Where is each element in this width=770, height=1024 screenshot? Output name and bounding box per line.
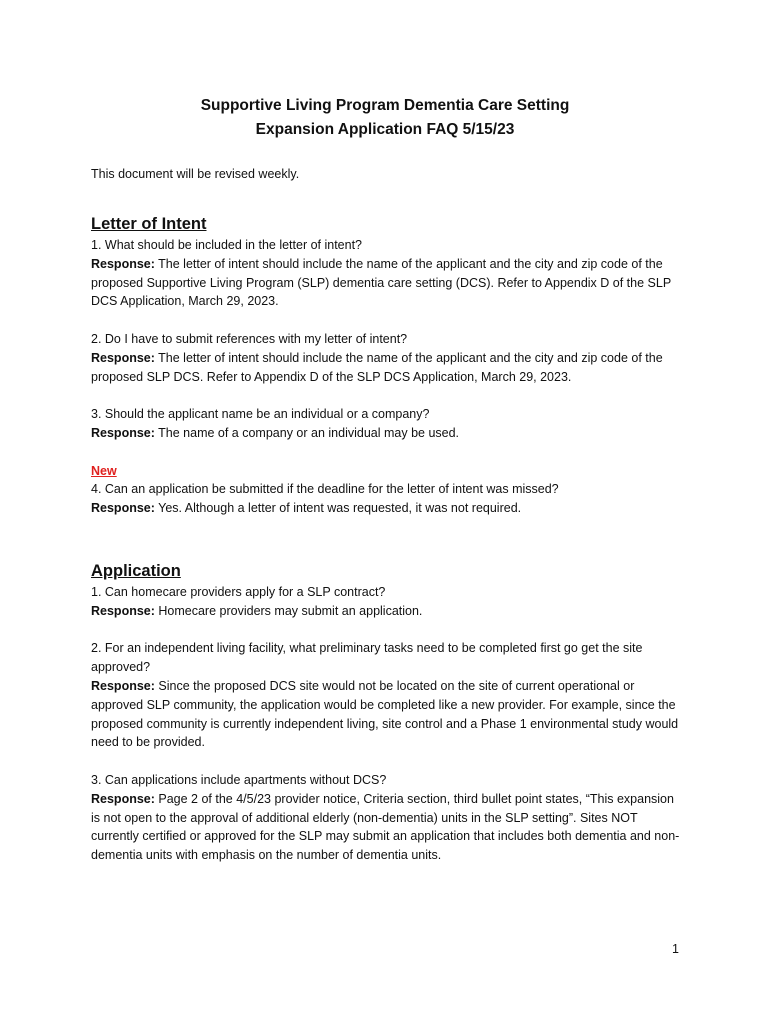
- faq-item: [91, 771, 686, 865]
- faq-question: 3. Should the applicant name be an individual or a company?: [91, 407, 430, 422]
- response-text: Since the proposed DCS site would not be located on the site of current operational or approved SLP community, the application would be completed like a new provider. For example, since the proposed community is currently independent living, site control and a Phase 1 environmental study would need to be provided.: [91, 678, 679, 750]
- faq-question: 2. Do I have to submit references with my letter of intent?: [91, 331, 408, 346]
- faq-response: [91, 499, 686, 518]
- response-text: The letter of intent should include the name of the applicant and the city and zip code of the proposed Supportive Living Program (SLP) dementia care setting (DCS). Refer to Appendix D of the SLP DCS Application, March 29, 2023.: [91, 256, 671, 309]
- document-title-line-2: Expansion Application FAQ 5/15/23: [255, 121, 515, 138]
- response-text: The name of a company or an individual may be used.: [158, 425, 460, 440]
- faq-response: [91, 349, 686, 387]
- response-text: Homecare providers may submit an application.: [158, 603, 423, 618]
- document-title-line-1: Supportive Living Program Dementia Care Setting: [200, 97, 570, 114]
- response-text: Page 2 of the 4/5/23 provider notice, Criteria section, third bullet point states, “This expansion is not open to the approval of additional elderly (non-dementia) units in the SLP setting”. Sites NOT currently certified or approved for the SLP may submit an application that includes both dementia and non-dementia units with emphasis on the number of dementia units.: [91, 791, 680, 863]
- faq-item: [91, 462, 686, 518]
- page-number: 1: [672, 942, 679, 956]
- response-label: Response:: [91, 603, 155, 618]
- section-application: [91, 560, 686, 884]
- faq-question: 4. Can an application be submitted if the deadline for the letter of intent was missed?: [91, 482, 559, 497]
- faq-item: [91, 639, 686, 752]
- faq-response: [91, 790, 686, 865]
- section-letter-of-intent: [91, 213, 686, 537]
- faq-question: 3. Can applications include apartments without DCS?: [91, 772, 387, 787]
- response-label: Response:: [91, 501, 155, 516]
- faq-response: [91, 424, 686, 443]
- response-label: Response:: [91, 425, 155, 440]
- faq-item: [91, 236, 686, 311]
- faq-question: 1. What should be included in the letter of intent?: [91, 238, 363, 252]
- faq-question: 2. For an independent living facility, what preliminary tasks need to be completed first go get the site approved?: [91, 641, 643, 675]
- faq-response: [91, 677, 686, 752]
- response-text: Yes. Although a letter of intent was requested, it was not required.: [158, 501, 522, 516]
- faq-item: [91, 330, 686, 386]
- faq-response: [91, 602, 686, 621]
- section-heading: Application: [91, 562, 181, 580]
- section-heading: Letter of Intent: [91, 215, 207, 233]
- faq-item: [91, 405, 686, 443]
- response-label: Response:: [91, 256, 155, 271]
- faq-item: [91, 583, 686, 621]
- response-label: Response:: [91, 791, 155, 806]
- faq-response: [91, 255, 686, 311]
- response-text: The letter of intent should include the name of the applicant and the city and zip code of the proposed SLP DCS. Refer to Appendix D of the SLP DCS Application, March 29, 2023.: [91, 350, 663, 384]
- response-label: Response:: [91, 350, 155, 365]
- faq-question: 1. Can homecare providers apply for a SLP contract?: [91, 585, 386, 599]
- intro-note: This document will be revised weekly.: [91, 167, 300, 181]
- new-badge: New: [91, 463, 117, 478]
- response-label: Response:: [91, 678, 155, 693]
